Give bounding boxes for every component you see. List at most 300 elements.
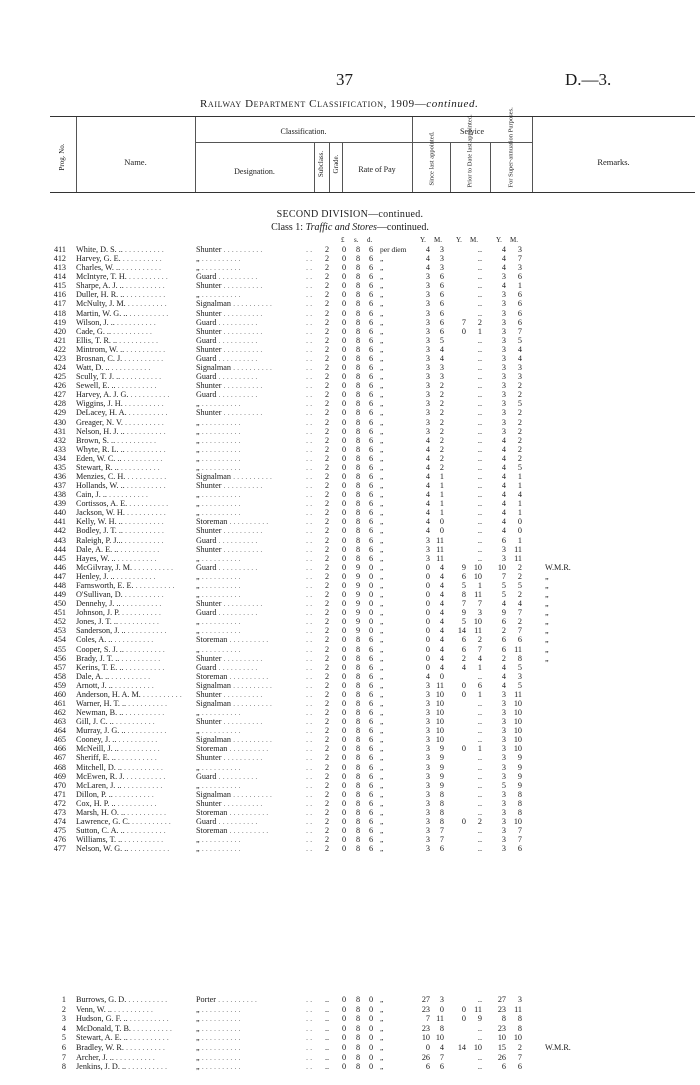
pay-pence-cell: 6 [368,453,374,463]
designation-cell: „ . . . [196,726,306,736]
pay-pounds-cell: 0 [341,281,347,291]
pay-period-cell: „ [380,599,384,609]
document-reference: D.—3. [565,70,612,89]
pay-period-cell: per diem [380,245,407,254]
pay-period-cell: „ [380,608,384,618]
prior-months-cell: .. [477,844,482,854]
prior-years-cell: 6 [461,571,466,581]
employee-name-cell: Cooney, J. .. . . . [76,735,191,745]
pay-pence-cell: 0 [368,571,374,581]
pay-pence-cell: 6 [368,735,374,745]
pay-period-cell: „ [380,835,384,845]
since-last-months-cell: 0 [439,671,444,681]
table-title-continued: continued. [426,98,479,110]
designation-cell: „ . . . [196,427,306,437]
super-months-cell: 8 [517,653,522,663]
years-unit: Y. [456,236,462,244]
leader-dots: . . [306,590,313,600]
leader-dots: . . [306,372,313,382]
subclass-header: Subclass. [317,150,325,178]
super-years-cell: 3 [501,272,506,282]
subclass-cell: 2 [324,399,330,409]
designation-cell: „ . . . [196,1062,306,1072]
since-last-months-cell: 10 [435,708,444,718]
pay-period-cell: „ [380,735,384,745]
designation-cell: Shunter . . . [196,481,306,491]
designation-cell: „ . . . [196,490,306,500]
prog-no-cell: 452 [53,617,66,627]
pay-pence-cell: 6 [368,490,374,500]
subclass-cell: .. [324,1043,330,1052]
since-last-years-cell: 4 [425,481,430,491]
pay-shillings-cell: 8 [355,335,361,345]
pay-pounds-cell: 0 [341,308,347,318]
prior-months-cell: .. [477,771,482,781]
super-months-cell: 6 [517,844,522,854]
pay-pence-cell: 6 [368,462,374,472]
prog-no-cell: 1 [61,995,66,1004]
pay-pounds-cell: 0 [341,426,347,436]
designation-cell: „ . . . [196,1024,306,1034]
leader-dots: . . [306,626,313,636]
subclass-cell: 2 [324,254,330,264]
designation-cell: Signalman . . . [196,735,306,745]
prog-no-cell: 8 [61,1062,66,1072]
super-months-cell: 7 [517,326,522,336]
pay-period-cell: „ [380,995,384,1004]
subclass-cell: 2 [324,771,330,781]
prog-no-cell: 476 [53,835,66,845]
prior-months-cell: .. [477,272,482,282]
pay-pence-cell: 6 [368,662,374,672]
super-years-cell: 2 [501,653,506,663]
designation-cell: Guard . . . [196,272,306,282]
super-years-cell: 4 [501,508,506,518]
prog-no-cell: 474 [53,817,66,827]
pay-period-cell: „ [380,308,384,318]
pay-period-cell: „ [380,626,384,636]
remarks-cell: „ [545,571,549,581]
leader-dots: . . [306,753,313,763]
super-months-cell: 3 [517,245,522,254]
prog-no-cell: 466 [53,744,66,754]
pay-shillings-cell: 8 [355,435,361,445]
subclass-cell: 2 [324,372,330,382]
super-months-cell: 1 [517,481,522,491]
pay-period-cell: „ [380,562,384,572]
pay-shillings-cell: 8 [355,462,361,472]
pay-shillings-cell: 9 [355,590,361,600]
since-last-years-cell: 3 [425,390,430,400]
pay-period-cell: „ [380,826,384,836]
pay-period-cell: „ [380,317,384,327]
designation-cell: „ . . . [196,463,306,473]
prog-no-cell: 457 [53,662,66,672]
pay-period-cell: „ [380,517,384,527]
super-months-cell: 2 [517,562,522,572]
employee-name-cell: Bodley, J. T. .. . . . [76,526,191,536]
super-years-cell: 6 [501,617,506,627]
leader-dots: . . [306,680,313,690]
subclass-cell: 2 [324,462,330,472]
pay-pounds-cell: 0 [341,789,347,799]
leader-dots: . . [306,499,313,509]
pay-period-cell: „ [380,726,384,736]
designation-cell: Shunter . . . [196,381,306,391]
prog-no-cell: 462 [53,708,66,718]
pay-pounds-cell: 0 [341,617,347,627]
employee-name-cell: Anderson, H. A. M. . . . [76,690,191,700]
pay-shillings-cell: 8 [355,353,361,363]
pay-shillings-cell: 8 [355,653,361,663]
pay-pounds-cell: 0 [341,995,347,1004]
pay-pounds-cell: 0 [341,662,347,672]
pay-period-cell: „ [380,381,384,391]
prior-months-cell: 1 [477,744,482,754]
pay-shillings-cell: 8 [355,671,361,681]
designation-cell: „ . . . [196,554,306,564]
leader-dots: . . [306,826,313,836]
prior-months-cell: .. [477,353,482,363]
prior-months-cell: .. [477,535,482,545]
prog-no-cell: 411 [54,245,66,254]
leader-dots: . . [306,435,313,445]
pay-shillings-cell: 8 [355,835,361,845]
designation-cell: Shunter . . . [196,599,306,609]
super-months-cell: 3 [517,363,522,373]
designation-cell: Guard . . . [196,563,306,573]
super-years-cell: 3 [501,381,506,391]
prog-no-cell: 439 [53,499,66,509]
prog-no-cell: 472 [53,798,66,808]
pay-shillings-cell: 8 [355,817,361,827]
employee-name-cell: Lawrence, G. C. . . . [76,817,191,827]
employee-name-cell: O'Sullivan, D. . . . [76,590,191,600]
pay-period-cell: „ [380,1043,384,1052]
employee-name-cell: Kerins, T. E. .. . . . [76,663,191,673]
pay-shillings-cell: 8 [355,789,361,799]
leader-dots: . . [306,462,313,472]
super-months-cell: 2 [517,590,522,600]
since-last-months-cell: 9 [439,771,444,781]
prior-years-cell: 7 [461,599,466,609]
subclass-cell: 2 [324,735,330,745]
prog-no-cell: 418 [53,308,66,318]
leader-dots: . . [306,317,313,327]
designation-cell: Signalman . . . [196,681,306,691]
designation-cell: „ . . . [196,445,306,455]
since-last-months-cell: 1 [439,508,444,518]
since-last-months-cell: 1 [439,481,444,491]
prog-no-cell: 459 [53,680,66,690]
prog-no-cell: 434 [53,453,66,463]
pay-pounds-cell: 0 [341,1004,347,1014]
subclass-cell: 2 [324,626,330,636]
employee-name-cell: Hayes, W. .. . . . [76,554,191,564]
employee-name-cell: Watt, D. .. . . . [76,363,191,373]
super-years-cell: 4 [501,481,506,491]
prior-months-cell: 7 [477,644,482,654]
pay-pounds-cell: 0 [341,1014,347,1024]
subclass-cell: 2 [324,817,330,827]
pay-period-cell: „ [380,408,384,418]
prior-years-cell: 6 [461,644,466,654]
employee-name-cell: Eden, W. C. .. . . . [76,454,191,464]
leader-dots: . . [306,844,313,854]
subclass-cell: 2 [324,308,330,318]
super-months-cell: 10 [513,817,522,827]
prior-months-cell: .. [477,835,482,845]
employee-name-cell: Cortissos, A. E. . . . [76,499,191,509]
designation-cell: „ . . . [196,1014,306,1024]
subclass-cell: 2 [324,826,330,836]
super-years-cell: 3 [501,689,506,699]
subclass-cell: 2 [324,753,330,763]
super-months-cell: 2 [517,417,522,427]
super-months-cell: 0 [517,526,522,536]
pay-shillings-cell: 8 [355,780,361,790]
employee-name-cell: Brady, J. T. .. . . . [76,654,191,664]
subclass-cell: 2 [324,381,330,391]
leader-dots: . . [306,526,313,536]
super-months-cell: 10 [513,699,522,708]
name-header: Name. [124,157,147,167]
prior-months-cell: .. [477,553,482,563]
pay-shillings-cell: 8 [355,726,361,736]
subclass-cell: 2 [324,744,330,754]
since-last-years-cell: 0 [425,580,430,590]
since-last-years-cell: 0 [425,617,430,627]
pay-pence-cell: 6 [368,381,374,391]
pay-period-cell: „ [380,444,384,454]
since-last-years-cell: 3 [425,544,430,554]
leader-dots: . . [306,381,313,391]
pay-pounds-cell: 0 [341,735,347,745]
prog-no-cell: 458 [53,671,66,681]
super-years-cell: 3 [501,835,506,845]
prior-months-cell: .. [477,1023,482,1033]
designation-cell: Guard . . . [196,354,306,364]
since-last-years-cell: 3 [425,717,430,727]
prog-no-cell: 454 [53,635,66,645]
pay-period-cell: „ [380,499,384,509]
since-last-months-cell: 4 [439,653,444,663]
designation-cell: „ . . . [196,454,306,464]
designation-cell: Shunter . . . [196,545,306,555]
prog-no-cell: 455 [53,644,66,654]
prog-no-cell: 6 [61,1043,66,1052]
employee-name-cell: McNeill, J. .. . . . [76,744,191,754]
pay-pence-cell: 6 [368,762,374,772]
since-last-months-cell: 11 [436,1014,444,1024]
designation-cell: Storeman . . . [196,517,306,527]
subclass-cell: 2 [324,653,330,663]
since-last-months-cell: 2 [439,417,444,427]
pay-pounds-cell: 0 [341,317,347,327]
since-last-months-cell: 11 [436,535,444,545]
subclass-cell: 2 [324,508,330,518]
super-months-cell: 5 [517,580,522,590]
since-last-years-cell: 0 [425,608,430,618]
super-months-cell: 9 [517,753,522,763]
subclass-cell: .. [324,1062,330,1072]
super-months-cell: 2 [517,444,522,454]
super-years-cell: 9 [501,608,506,618]
designation-cell: Guard . . . [196,318,306,328]
pay-pence-cell: 0 [368,626,374,636]
employee-name-cell: Nelson, W. G. .. . . . [76,844,191,854]
since-last-months-cell: 4 [439,562,444,572]
since-last-months-cell: 9 [439,762,444,772]
subclass-cell: 2 [324,662,330,672]
pay-pounds-cell: 0 [341,726,347,736]
prior-months-cell: .. [477,390,482,400]
subclass-cell: .. [324,1033,330,1043]
pay-pounds-cell: 0 [341,535,347,545]
employee-name-cell: Cooper, S. J. .. . . . [76,645,191,655]
since-last-months-cell: 9 [439,744,444,754]
since-last-months-cell: 4 [439,608,444,618]
pay-period-cell: „ [380,817,384,827]
subclass-cell: 2 [324,798,330,808]
rate-of-pay-header: Rate of Pay [358,165,396,174]
since-last-years-cell: 3 [425,344,430,354]
pay-pence-cell: 0 [368,1043,374,1052]
employee-name-cell: Martin, W. G. .. . . . [76,309,191,319]
subclass-cell: 2 [324,245,330,254]
since-last-months-cell: 2 [439,381,444,391]
pay-pence-cell: 6 [368,372,374,382]
employee-name-cell: Stewart, A. E. .. . . . [76,1033,191,1043]
prior-years-cell: 9 [461,608,466,618]
super-years-cell: 4 [501,453,506,463]
super-years-cell: 3 [501,299,506,309]
pay-pounds-cell: 0 [341,335,347,345]
super-months-cell: 8 [517,789,522,799]
super-months-cell: 11 [514,644,522,654]
super-years-cell: 3 [501,798,506,808]
prior-months-cell: .. [477,263,482,273]
since-last-years-cell: 3 [425,844,430,854]
designation-cell: „ . . . [196,763,306,773]
pay-pence-cell: 6 [368,390,374,400]
pay-shillings-cell: 9 [355,571,361,581]
since-last-months-cell: 3 [439,263,444,273]
pay-pounds-cell: 0 [341,626,347,636]
pay-pence-cell: 6 [368,699,374,708]
months-unit: M. [434,236,442,244]
pay-shillings-cell: 8 [355,326,361,336]
pay-pounds-cell: 0 [341,517,347,527]
super-years-cell: 4 [501,263,506,273]
super-years-cell: 6 [501,1062,506,1072]
since-last-years-cell: 3 [425,381,430,391]
leader-dots: . . [306,562,313,572]
prior-months-cell: .. [477,1062,482,1072]
pay-shillings-cell: 8 [355,644,361,654]
since-last-months-cell: 2 [439,444,444,454]
since-last-years-cell: 3 [425,290,430,300]
pay-pence-cell: 6 [368,689,374,699]
since-last-years-cell: 3 [425,817,430,827]
employee-name-cell: Coles, A. .. . . . [76,635,191,645]
pay-period-cell: „ [380,689,384,699]
pay-pence-cell: 6 [368,671,374,681]
subclass-cell: 2 [324,435,330,445]
super-months-cell: 5 [517,680,522,690]
since-last-appointed-header: Since last appointed. [428,131,436,186]
super-years-cell: 3 [501,717,506,727]
designation-cell: Signalman . . . [196,299,306,309]
since-last-years-cell: 0 [425,653,430,663]
pay-pence-cell: 6 [368,281,374,291]
employee-name-cell: Jackson, W. H. . . . [76,508,191,518]
since-last-years-cell: 4 [425,490,430,500]
since-last-months-cell: 4 [439,580,444,590]
super-months-cell: 8 [517,807,522,817]
pay-pounds-cell: 0 [341,680,347,690]
pay-pence-cell: 6 [368,535,374,545]
pay-period-cell: „ [380,254,384,264]
pay-pounds-cell: 0 [341,807,347,817]
pay-period-cell: „ [380,780,384,790]
pay-pounds-cell: 0 [341,435,347,445]
pay-pence-cell: 6 [368,708,374,718]
remarks-cell: „ [545,580,549,590]
prog-no-cell: 7 [61,1052,66,1062]
super-years-cell: 3 [501,735,506,745]
super-years-cell: 3 [501,807,506,817]
prior-months-cell: .. [477,699,482,708]
since-last-months-cell: 10 [435,735,444,745]
pay-pence-cell: 6 [368,481,374,491]
super-months-cell: 10 [513,726,522,736]
super-months-cell: 10 [513,744,522,754]
prog-no-cell: 468 [53,762,66,772]
pay-pounds-cell: 0 [341,1052,347,1062]
since-last-months-cell: 8 [439,817,444,827]
designation-cell: „ . . . [196,290,306,300]
pay-period-cell: „ [380,526,384,536]
super-years-cell: 8 [501,1014,506,1024]
pay-period-cell: „ [380,1023,384,1033]
pay-pounds-cell: 0 [341,689,347,699]
super-years-cell: 5 [501,580,506,590]
prior-months-cell: 1 [477,689,482,699]
since-last-years-cell: 4 [425,671,430,681]
remarks-cell: „ [545,608,549,618]
super-years-cell: 4 [501,435,506,445]
leader-dots: . . [306,444,313,454]
since-last-months-cell: 3 [439,254,444,264]
prior-months-cell: .. [477,508,482,518]
prog-no-cell: 463 [53,717,66,727]
employee-name-cell: Henley, J. .. . . . [76,572,191,582]
pay-pence-cell: 0 [368,599,374,609]
leader-dots: . . [306,1052,313,1062]
employee-name-cell: McLaren, J. .. . . . [76,781,191,791]
prior-months-cell: 7 [477,599,482,609]
pay-period-cell: „ [380,1004,384,1014]
subclass-cell: 2 [324,680,330,690]
prior-years-cell: 14 [457,626,466,636]
subclass-cell: 2 [324,499,330,509]
classification-header: Classification. [280,127,327,136]
pay-pence-cell: 0 [368,580,374,590]
designation-cell: Shunter . . . [196,281,306,291]
employee-name-cell: Archer, J. .. . . . [76,1053,191,1063]
super-months-cell: 3 [517,671,522,681]
